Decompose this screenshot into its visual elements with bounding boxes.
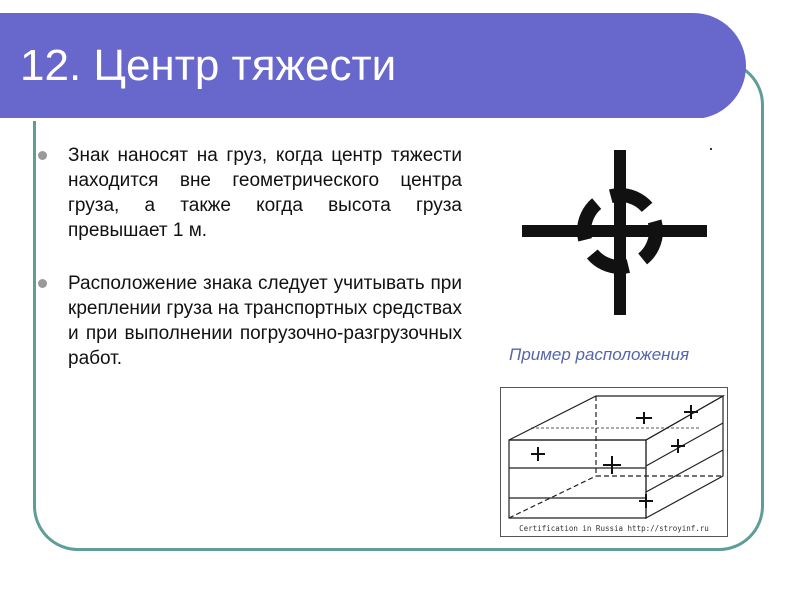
image-caption: Пример расположения bbox=[509, 345, 690, 364]
cargo-example-image bbox=[500, 387, 728, 537]
image-credit: Certification in Russia http://stroyinf.ru bbox=[519, 524, 709, 533]
cargo-box-drawing bbox=[501, 388, 727, 523]
bullet-item bbox=[38, 271, 462, 371]
slide-title: 12. Центр тяжести bbox=[20, 41, 397, 90]
center-of-gravity-sign-icon bbox=[505, 140, 725, 320]
bullet-list bbox=[38, 143, 462, 399]
bullet-dot-icon bbox=[38, 151, 47, 160]
bullet-text: Знак наносят на груз, когда центр тяжести находится вне геометрического центра груза, а также когда высота груза превышает 1 м. bbox=[68, 145, 462, 241]
bullet-dot-icon bbox=[38, 279, 47, 288]
title-bar bbox=[0, 13, 746, 119]
bullet-item bbox=[38, 143, 462, 243]
title-underline bbox=[0, 118, 706, 121]
bullet-text: Расположение знака следует учитывать при креплении груза на транспортных средствах и при выполнении погрузочно-разгрузочных работ. bbox=[68, 273, 462, 369]
